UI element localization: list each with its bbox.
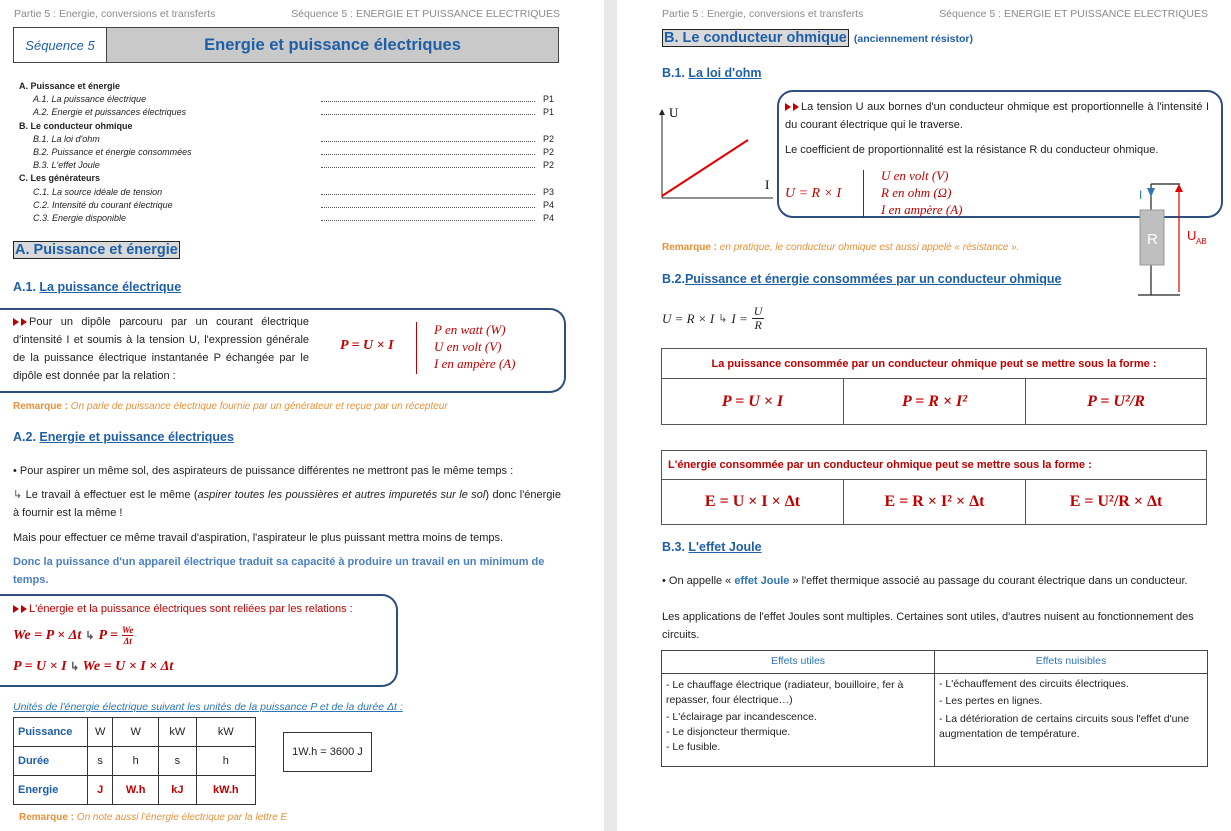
toc-section[interactable]: A. Puissance et énergie	[19, 81, 121, 91]
col-header-useful: Effets utiles	[662, 651, 935, 674]
toc-subitem[interactable]: C.2. Intensité du courant électrique P4	[33, 199, 554, 210]
power-formula-3: P = U²/R	[1026, 379, 1207, 425]
b2-relation: U = R × I ↳ I = $\frac{U}{R}$	[662, 304, 763, 332]
section-a-title: A. Puissance et énergie	[15, 242, 178, 258]
energy-formula-1: E = U × I × Δt	[662, 480, 844, 525]
b1-units: U en volt (V) R en ohm (Ω) I en ampère (A)	[881, 168, 963, 217]
page-left	[0, 0, 604, 831]
units-row: Energie J W.h kJ kW.h	[14, 776, 256, 805]
energy-formula-3: E = U²/R × Δt	[1026, 480, 1207, 525]
b2-heading: B.2.Puissance et énergie consommées par un conducteur ohmique	[662, 272, 1062, 286]
table-of-contents	[19, 80, 554, 225]
svg-text:AB: AB	[1196, 237, 1207, 246]
units-row: Puissance W W kW kW	[14, 718, 256, 747]
header-right: Séquence 5 : ENERGIE ET PUISSANCE ELECTRIQUES	[939, 8, 1208, 20]
toc-subitem[interactable]: B.1. La loi d'ohm P2	[33, 133, 554, 144]
toc-subitem[interactable]: A.1. La puissance électrique P1	[33, 94, 554, 105]
power-table-title: La puissance consommée par un conducteur ohmique peut se mettre sous la forme :	[662, 349, 1207, 379]
a2-relations-intro: L'énergie et la puissance électriques sont reliées par les relations :	[13, 603, 353, 615]
toc-subitem[interactable]: C.3. Energie disponible P4	[33, 212, 554, 223]
b3-text-2: Les applications de l'effet Joules sont multiples. Certaines sont utiles, d'autres nuisent au fonctionnement des circuits.	[662, 611, 1194, 641]
a1-definition: Pour un dipôle parcouru par un courant électrique d'intensité I et soumis à la tension U, l'expression générale de la puissance électrique instantanée P échangée par le dipôle est donnée par la relation :	[13, 316, 309, 382]
toc-subitem[interactable]: A.2. Energie et puissances électriques P1	[33, 107, 554, 118]
formula-separator	[863, 170, 864, 218]
col-header-harmful: Effets nuisibles	[935, 651, 1208, 674]
axis-label-i: I	[765, 177, 770, 192]
power-table	[661, 348, 1207, 425]
svg-text:I: I	[1139, 188, 1143, 202]
units-table-title: Unités de l'énergie électrique suivant les unités de la puissance P et de la durée Δt :	[13, 701, 403, 713]
toc-subitem[interactable]: B.2. Puissance et énergie consommées P2	[33, 146, 554, 157]
toc-subitem[interactable]: B.3. L'effet Joule P2	[33, 160, 554, 171]
toc-subitem[interactable]: C.1. La source idéale de tension P3	[33, 186, 554, 197]
section-b-title: B. Le conducteur ohmique (anciennement résistor)	[664, 30, 973, 46]
sequence-label: Séquence 5	[14, 28, 107, 62]
a1-remark: Remarque : On parle de puissance électrique fournie par un générateur et reçue par un récepteur	[13, 401, 448, 412]
axis-label-u: U	[669, 105, 679, 120]
formula-separator	[416, 322, 417, 374]
ohm-law-graph	[655, 100, 780, 205]
harmful-effects-list: - L'échauffement des circuits électriques. - Les pertes en lignes. - La détérioration de certains circuits sous l'effet d'une augmentation de température.	[935, 674, 1208, 767]
voltage-arrow-icon	[1175, 184, 1183, 192]
useful-effects-list: - Le chauffage électrique (radiateur, bouilloire, fer à repasser, four électrique…) - L'éclairage par incandescence. - Le disjoncteur thermique. - Le fusible.	[662, 674, 935, 767]
a1-formula: P = U × I	[340, 338, 394, 353]
b1-definition-2: Le coefficient de proportionnalité est la résistance R du conducteur ohmique.	[785, 144, 1159, 156]
svg-text:U: U	[1187, 228, 1197, 243]
b1-formula: U = R × I	[785, 186, 842, 201]
a2-text-1: • Pour aspirer un même sol, des aspirateurs de puissance différentes ne mettront pas le même temps :	[13, 465, 514, 477]
title-box	[13, 27, 559, 63]
a2-conclusion: Donc la puissance d'un appareil électrique traduit sa capacité à produire un travail en un minimum de temps.	[13, 556, 545, 586]
a2-text-2: ↳ Le travail à effectuer est le même (aspirer toutes les poussières et autres impuretés sur le sol) donc l'énergie à fournir est la même !	[13, 489, 561, 519]
b3-text-1: • On appelle « effet Joule » l'effet thermique associé au passage du courant électrique dans un conducteur.	[662, 575, 1188, 587]
joule-effects-table	[661, 650, 1208, 767]
a2-remark: Remarque : On note aussi l'énergie électrique par la lettre E	[19, 812, 288, 823]
conversion-box: 1W.h = 3600 J	[283, 732, 372, 772]
units-row: Durée s h s h	[14, 747, 256, 776]
b1-heading: B.1. La loi d'ohm	[662, 66, 762, 80]
header-left: Partie 5 : Energie, conversions et transferts	[14, 8, 216, 20]
header-left: Partie 5 : Energie, conversions et transferts	[662, 8, 864, 20]
energy-table	[661, 450, 1207, 525]
resistor-diagram	[1122, 180, 1222, 300]
a2-relation-1: We = P × Δt ↳ P = $\frac{We}{\Delta t}$	[13, 625, 134, 646]
a1-heading: A.1. La puissance électrique	[13, 280, 182, 294]
units-table	[13, 717, 256, 805]
energy-table-title: L'énergie consommée par un conducteur ohmique peut se mettre sous la forme :	[662, 451, 1207, 480]
b1-remark: Remarque : en pratique, le conducteur ohmique est aussi appelé « résistance ».	[662, 242, 1020, 253]
a2-heading: A.2. Energie et puissance électriques	[13, 430, 234, 444]
a2-relation-2: P = U × I ↳ We = U × I × Δt	[13, 659, 174, 674]
page-right	[617, 0, 1231, 831]
power-formula-2: P = R × I²	[844, 379, 1026, 425]
b3-heading: B.3. L'effet Joule	[662, 540, 762, 554]
header-right: Séquence 5 : ENERGIE ET PUISSANCE ELECTRIQUES	[291, 8, 560, 20]
graph-line	[662, 140, 748, 196]
toc-section[interactable]: C. Les générateurs	[19, 173, 101, 184]
b1-definition-1: La tension U aux bornes d'un conducteur ohmique est proportionnelle à l'intensité I du courant électrique qui le traverse.	[785, 101, 1209, 131]
energy-formula-2: E = R × I² × Δt	[844, 480, 1026, 525]
toc-section[interactable]: B. Le conducteur ohmique	[19, 120, 133, 131]
page-title: Energie et puissance électriques	[107, 28, 558, 62]
svg-text:R: R	[1147, 231, 1158, 248]
current-arrow-icon	[1147, 188, 1155, 197]
power-formula-1: P = U × I	[662, 379, 844, 425]
a2-text-3: Mais pour effectuer ce même travail d'aspiration, l'aspirateur le plus puissant mettra moins de temps.	[13, 532, 504, 544]
a1-units: P en watt (W) U en volt (V) I en ampère (A)	[434, 322, 516, 371]
